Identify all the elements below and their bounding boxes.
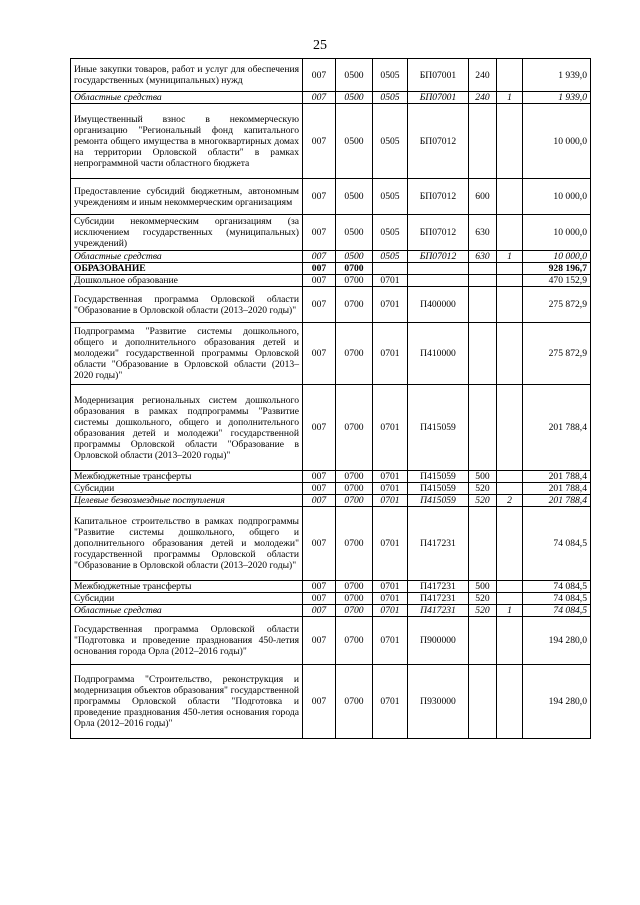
row-sum: 201 788,4 (523, 385, 591, 471)
row-funding-source: 1 (497, 251, 523, 263)
row-vedomstvo-code: 007 (303, 581, 336, 593)
row-funding-source (497, 323, 523, 385)
row-sum: 201 788,4 (523, 483, 591, 495)
row-funding-source (497, 581, 523, 593)
row-target-article (408, 275, 469, 287)
table-body (71, 59, 591, 739)
row-vedomstvo-code: 007 (303, 215, 336, 251)
row-vedomstvo-code: 007 (303, 251, 336, 263)
row-expense-type (469, 665, 497, 739)
table-row (71, 251, 591, 263)
table-row (71, 323, 591, 385)
row-podrazdel-code (373, 263, 408, 275)
row-sum: 470 152,9 (523, 275, 591, 287)
table-row (71, 92, 591, 104)
table-row (71, 59, 591, 92)
row-sum: 10 000,0 (523, 179, 591, 215)
row-vedomstvo-code: 007 (303, 593, 336, 605)
row-sum: 201 788,4 (523, 471, 591, 483)
row-podrazdel-code: 0505 (373, 104, 408, 179)
row-name: Субсидии (71, 483, 303, 495)
row-podrazdel-code: 0701 (373, 617, 408, 665)
table-row (71, 385, 591, 471)
row-expense-type: 600 (469, 179, 497, 215)
row-razdel-code: 0700 (336, 593, 373, 605)
row-sum: 275 872,9 (523, 287, 591, 323)
row-name: Капитальное строительство в рамках подпрограммы "Развитие системы дошкольного, общего и дополнительного образования детей и молодежи" государственной программы Орловской области "Образование в Орловской области (2013–2020 годы)" (71, 507, 303, 581)
row-funding-source (497, 593, 523, 605)
row-sum: 928 196,7 (523, 263, 591, 275)
row-podrazdel-code: 0701 (373, 507, 408, 581)
row-podrazdel-code: 0701 (373, 385, 408, 471)
row-razdel-code: 0700 (336, 385, 373, 471)
row-expense-type (469, 263, 497, 275)
row-vedomstvo-code: 007 (303, 287, 336, 323)
row-sum: 194 280,0 (523, 665, 591, 739)
row-funding-source (497, 665, 523, 739)
row-expense-type (469, 323, 497, 385)
row-name: Областные средства (71, 251, 303, 263)
table-row (71, 665, 591, 739)
row-vedomstvo-code: 007 (303, 323, 336, 385)
row-target-article: БП07012 (408, 179, 469, 215)
table-row (71, 275, 591, 287)
table-row (71, 581, 591, 593)
row-funding-source (497, 275, 523, 287)
row-target-article: П417231 (408, 605, 469, 617)
row-vedomstvo-code: 007 (303, 495, 336, 507)
row-expense-type: 520 (469, 495, 497, 507)
row-name: Предоставление субсидий бюджетным, автономным учреждениям и иным некоммерческим организациям (71, 179, 303, 215)
row-razdel-code: 0500 (336, 92, 373, 104)
row-podrazdel-code: 0505 (373, 92, 408, 104)
row-sum: 10 000,0 (523, 251, 591, 263)
row-target-article: П415059 (408, 495, 469, 507)
row-name: Областные средства (71, 92, 303, 104)
row-funding-source: 1 (497, 92, 523, 104)
row-vedomstvo-code: 007 (303, 263, 336, 275)
row-razdel-code: 0700 (336, 263, 373, 275)
row-target-article: БП07001 (408, 59, 469, 92)
row-name: Областные средства (71, 605, 303, 617)
row-target-article: БП07001 (408, 92, 469, 104)
row-vedomstvo-code: 007 (303, 471, 336, 483)
row-name: Субсидии некоммерческим организациям (за исключением государственных (муниципальных) учреждений) (71, 215, 303, 251)
row-podrazdel-code: 0505 (373, 59, 408, 92)
row-funding-source (497, 215, 523, 251)
row-podrazdel-code: 0505 (373, 251, 408, 263)
row-name: Подпрограмма "Строительство, реконструкция и модернизация объектов образования" государственной программы Орловской области "Подготовка и проведение празднования 450-летия основания города Орла (2012–2016 годы)" (71, 665, 303, 739)
row-podrazdel-code: 0701 (373, 323, 408, 385)
row-razdel-code: 0500 (336, 215, 373, 251)
row-vedomstvo-code: 007 (303, 385, 336, 471)
budget-table (70, 58, 591, 739)
row-name: Подпрограмма "Развитие системы дошкольного, общего и дополнительного образования детей и молодежи" государственной программы Орловской области "Образование в Орловской области (2013–2020 годы)" (71, 323, 303, 385)
row-name: ОБРАЗОВАНИЕ (71, 263, 303, 275)
row-target-article: БП07012 (408, 104, 469, 179)
row-podrazdel-code: 0701 (373, 471, 408, 483)
row-expense-type: 500 (469, 471, 497, 483)
table-row (71, 593, 591, 605)
table-row (71, 605, 591, 617)
row-podrazdel-code: 0505 (373, 179, 408, 215)
row-razdel-code: 0500 (336, 59, 373, 92)
row-expense-type (469, 275, 497, 287)
row-target-article (408, 263, 469, 275)
row-sum: 1 939,0 (523, 59, 591, 92)
table-row (71, 104, 591, 179)
row-razdel-code: 0700 (336, 483, 373, 495)
table-row (71, 287, 591, 323)
row-name: Межбюджетные трансферты (71, 471, 303, 483)
row-razdel-code: 0700 (336, 665, 373, 739)
row-sum: 74 084,5 (523, 581, 591, 593)
row-name: Межбюджетные трансферты (71, 581, 303, 593)
row-funding-source (497, 263, 523, 275)
table-row (71, 617, 591, 665)
row-target-article: П417231 (408, 507, 469, 581)
row-target-article: П400000 (408, 287, 469, 323)
row-expense-type: 500 (469, 581, 497, 593)
row-name: Модернизация региональных систем дошкольного образования в рамках подпрограммы "Развитие системы дошкольного, общего и дополнительного образования детей и молодежи" государственной программы Орловской области "Образование в Орловской области (2013–2020 годы)" (71, 385, 303, 471)
row-sum: 1 939,0 (523, 92, 591, 104)
row-sum: 194 280,0 (523, 617, 591, 665)
row-sum: 201 788,4 (523, 495, 591, 507)
row-vedomstvo-code: 007 (303, 605, 336, 617)
row-funding-source (497, 385, 523, 471)
row-podrazdel-code: 0701 (373, 581, 408, 593)
table-row (71, 495, 591, 507)
row-expense-type (469, 507, 497, 581)
table-row (71, 483, 591, 495)
row-podrazdel-code: 0701 (373, 605, 408, 617)
row-expense-type: 520 (469, 593, 497, 605)
row-vedomstvo-code: 007 (303, 179, 336, 215)
row-razdel-code: 0700 (336, 617, 373, 665)
table-row (71, 471, 591, 483)
row-name: Целевые безвозмездные поступления (71, 495, 303, 507)
row-target-article: П900000 (408, 617, 469, 665)
row-target-article: П415059 (408, 483, 469, 495)
row-target-article: П410000 (408, 323, 469, 385)
row-podrazdel-code: 0701 (373, 495, 408, 507)
row-vedomstvo-code: 007 (303, 59, 336, 92)
row-expense-type: 240 (469, 92, 497, 104)
row-target-article: П930000 (408, 665, 469, 739)
row-sum: 74 084,5 (523, 605, 591, 617)
row-expense-type: 520 (469, 605, 497, 617)
row-name: Имущественный взнос в некоммерческую организацию "Региональный фонд капитального ремонта общего имущества в многоквартирных домах на территории Орловской области" в рамках непрограммной части областного бюджета (71, 104, 303, 179)
row-razdel-code: 0700 (336, 507, 373, 581)
row-funding-source (497, 59, 523, 92)
row-podrazdel-code: 0505 (373, 215, 408, 251)
row-expense-type (469, 104, 497, 179)
row-razdel-code: 0500 (336, 179, 373, 215)
row-razdel-code: 0700 (336, 275, 373, 287)
row-expense-type: 630 (469, 251, 497, 263)
row-expense-type: 630 (469, 215, 497, 251)
row-funding-source (497, 179, 523, 215)
row-sum: 10 000,0 (523, 104, 591, 179)
table-row (71, 179, 591, 215)
row-razdel-code: 0700 (336, 581, 373, 593)
row-razdel-code: 0500 (336, 251, 373, 263)
row-name: Иные закупки товаров, работ и услуг для обеспечения государственных (муниципальных) нужд (71, 59, 303, 92)
row-vedomstvo-code: 007 (303, 507, 336, 581)
row-podrazdel-code: 0701 (373, 593, 408, 605)
row-razdel-code: 0700 (336, 287, 373, 323)
row-expense-type (469, 287, 497, 323)
row-expense-type: 520 (469, 483, 497, 495)
row-vedomstvo-code: 007 (303, 665, 336, 739)
row-vedomstvo-code: 007 (303, 617, 336, 665)
row-target-article: П417231 (408, 581, 469, 593)
row-funding-source (497, 104, 523, 179)
row-vedomstvo-code: 007 (303, 483, 336, 495)
row-funding-source (497, 483, 523, 495)
row-name: Дошкольное образование (71, 275, 303, 287)
row-funding-source: 2 (497, 495, 523, 507)
row-name: Государственная программа Орловской области "Подготовка и проведение празднования 450-летия основания города Орла (2012–2016 годы)" (71, 617, 303, 665)
row-podrazdel-code: 0701 (373, 275, 408, 287)
row-target-article: БП07012 (408, 251, 469, 263)
row-podrazdel-code: 0701 (373, 287, 408, 323)
row-expense-type (469, 385, 497, 471)
row-funding-source (497, 287, 523, 323)
row-target-article: П415059 (408, 471, 469, 483)
row-target-article: П415059 (408, 385, 469, 471)
table-row (71, 507, 591, 581)
row-name: Субсидии (71, 593, 303, 605)
row-podrazdel-code: 0701 (373, 665, 408, 739)
row-razdel-code: 0700 (336, 471, 373, 483)
row-expense-type (469, 617, 497, 665)
row-sum: 74 084,5 (523, 593, 591, 605)
table-row (71, 263, 591, 275)
row-funding-source (497, 507, 523, 581)
row-razdel-code: 0500 (336, 104, 373, 179)
row-name: Государственная программа Орловской области "Образование в Орловской области (2013–2020 годы)" (71, 287, 303, 323)
row-expense-type: 240 (469, 59, 497, 92)
row-razdel-code: 0700 (336, 605, 373, 617)
row-vedomstvo-code: 007 (303, 104, 336, 179)
page-number: 25 (313, 38, 327, 53)
row-vedomstvo-code: 007 (303, 275, 336, 287)
row-razdel-code: 0700 (336, 495, 373, 507)
table-row (71, 215, 591, 251)
row-target-article: П417231 (408, 593, 469, 605)
row-podrazdel-code: 0701 (373, 483, 408, 495)
row-sum: 275 872,9 (523, 323, 591, 385)
row-sum: 74 084,5 (523, 507, 591, 581)
row-vedomstvo-code: 007 (303, 92, 336, 104)
row-funding-source (497, 471, 523, 483)
row-razdel-code: 0700 (336, 323, 373, 385)
row-funding-source (497, 617, 523, 665)
row-sum: 10 000,0 (523, 215, 591, 251)
row-funding-source: 1 (497, 605, 523, 617)
row-target-article: БП07012 (408, 215, 469, 251)
